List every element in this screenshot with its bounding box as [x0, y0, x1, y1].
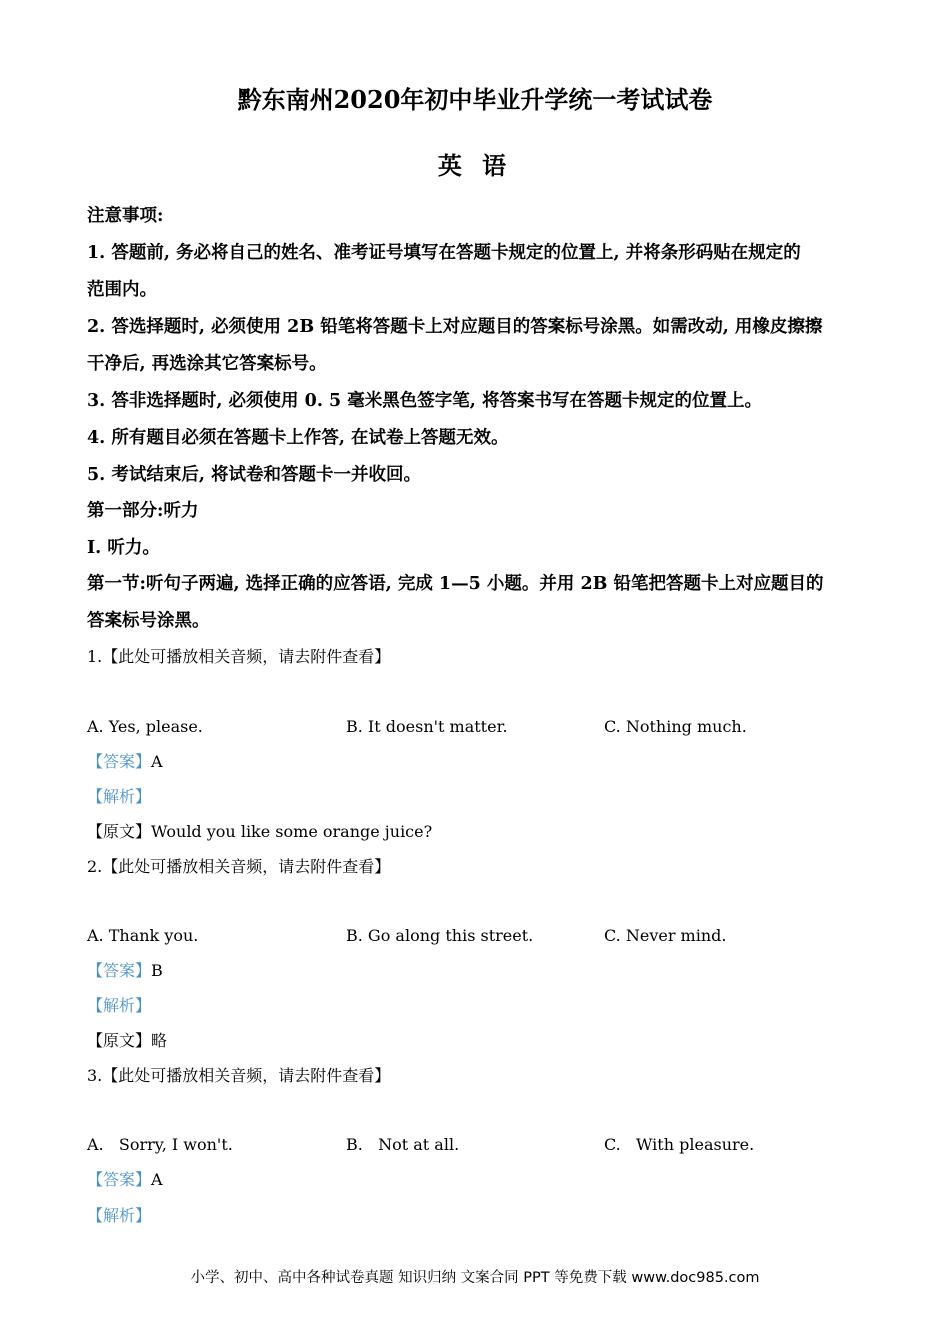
- answer-label: 【答案】: [87, 961, 152, 980]
- question-1-option-b: B. It doesn't matter.: [346, 717, 508, 736]
- answer-label: 【答案】: [87, 1170, 152, 1189]
- page-title: 黔东南州2020年初中毕业升学统一考试试卷: [237, 85, 713, 114]
- question-3-option-a: A. Sorry, I won't.: [87, 1135, 233, 1154]
- question-1-analysis: 【解析】: [87, 787, 152, 806]
- section-roman-heading: I. 听力。: [87, 538, 160, 558]
- section-instruction-2: 答案标号涂黑。: [87, 611, 210, 631]
- notice-line-1: 1. 答题前, 务必将自己的姓名、准考证号填写在答题卡规定的位置上, 并将条形码贴在规定的: [87, 243, 801, 263]
- question-2-answer: [87, 959, 867, 983]
- question-2-option-b: B. Go along this street.: [346, 926, 534, 945]
- answer-label: 【答案】: [87, 752, 152, 771]
- question-1-option-a: A. Yes, please.: [87, 717, 203, 736]
- original-text: 略: [151, 1031, 168, 1050]
- answer-value: B: [151, 961, 163, 980]
- question-1-original: [87, 820, 867, 844]
- notice-line-3: 3. 答非选择题时, 必须使用 0. 5 毫米黑色签字笔, 将答案书写在答题卡规定的位置上。: [87, 391, 762, 411]
- subject-title: 英 语: [437, 151, 513, 180]
- answer-value: A: [151, 1170, 163, 1189]
- question-3-option-c: C. With pleasure.: [604, 1135, 755, 1154]
- notice-line-4: 4. 所有题目必须在答题卡上作答, 在试卷上答题无效。: [87, 428, 509, 448]
- notice-heading: 注意事项:: [87, 206, 164, 226]
- notice-line-2: 2. 答选择题时, 必须使用 2B 铅笔将答题卡上对应题目的答案标号涂黑。如需改动, 用橡皮擦擦: [87, 317, 823, 337]
- question-3-analysis: 【解析】: [87, 1206, 152, 1225]
- notice-line-5: 5. 考试结束后, 将试卷和答题卡一并收回。: [87, 465, 422, 485]
- question-2-original: [87, 1029, 867, 1053]
- question-3-option-b: B. Not at all.: [346, 1135, 460, 1154]
- question-3-prompt: 3.【此处可播放相关音频，请去附件查看】: [87, 1066, 391, 1085]
- answer-value: A: [151, 752, 163, 771]
- question-2-option-a: A. Thank you.: [87, 926, 199, 945]
- question-2-option-c: C. Never mind.: [604, 926, 727, 945]
- question-1-answer: [87, 750, 867, 774]
- part-heading: 第一部分:听力: [87, 501, 199, 521]
- section-instruction-1: 第一节:听句子两遍, 选择正确的应答语, 完成 1—5 小题。并用 2B 铅笔把答题卡上对应题目的: [87, 574, 824, 594]
- notice-line-2-cont: 干净后, 再选涂其它答案标号。: [87, 354, 327, 374]
- page-footer: 小学、初中、高中各种试卷真题 知识归纳 文案合同 PPT 等免费下载 www.doc985.com: [190, 1270, 760, 1286]
- question-3-answer: [87, 1168, 867, 1192]
- question-2-prompt: 2.【此处可播放相关音频，请去附件查看】: [87, 857, 391, 876]
- question-2-analysis: 【解析】: [87, 996, 152, 1015]
- question-1-prompt: 1.【此处可播放相关音频，请去附件查看】: [87, 647, 391, 666]
- original-label: 【原文】: [87, 822, 152, 841]
- notice-line-1-cont: 范围内。: [87, 280, 157, 300]
- original-label: 【原文】: [87, 1031, 152, 1050]
- original-text: Would you like some orange juice?: [151, 822, 433, 841]
- question-1-option-c: C. Nothing much.: [604, 717, 747, 736]
